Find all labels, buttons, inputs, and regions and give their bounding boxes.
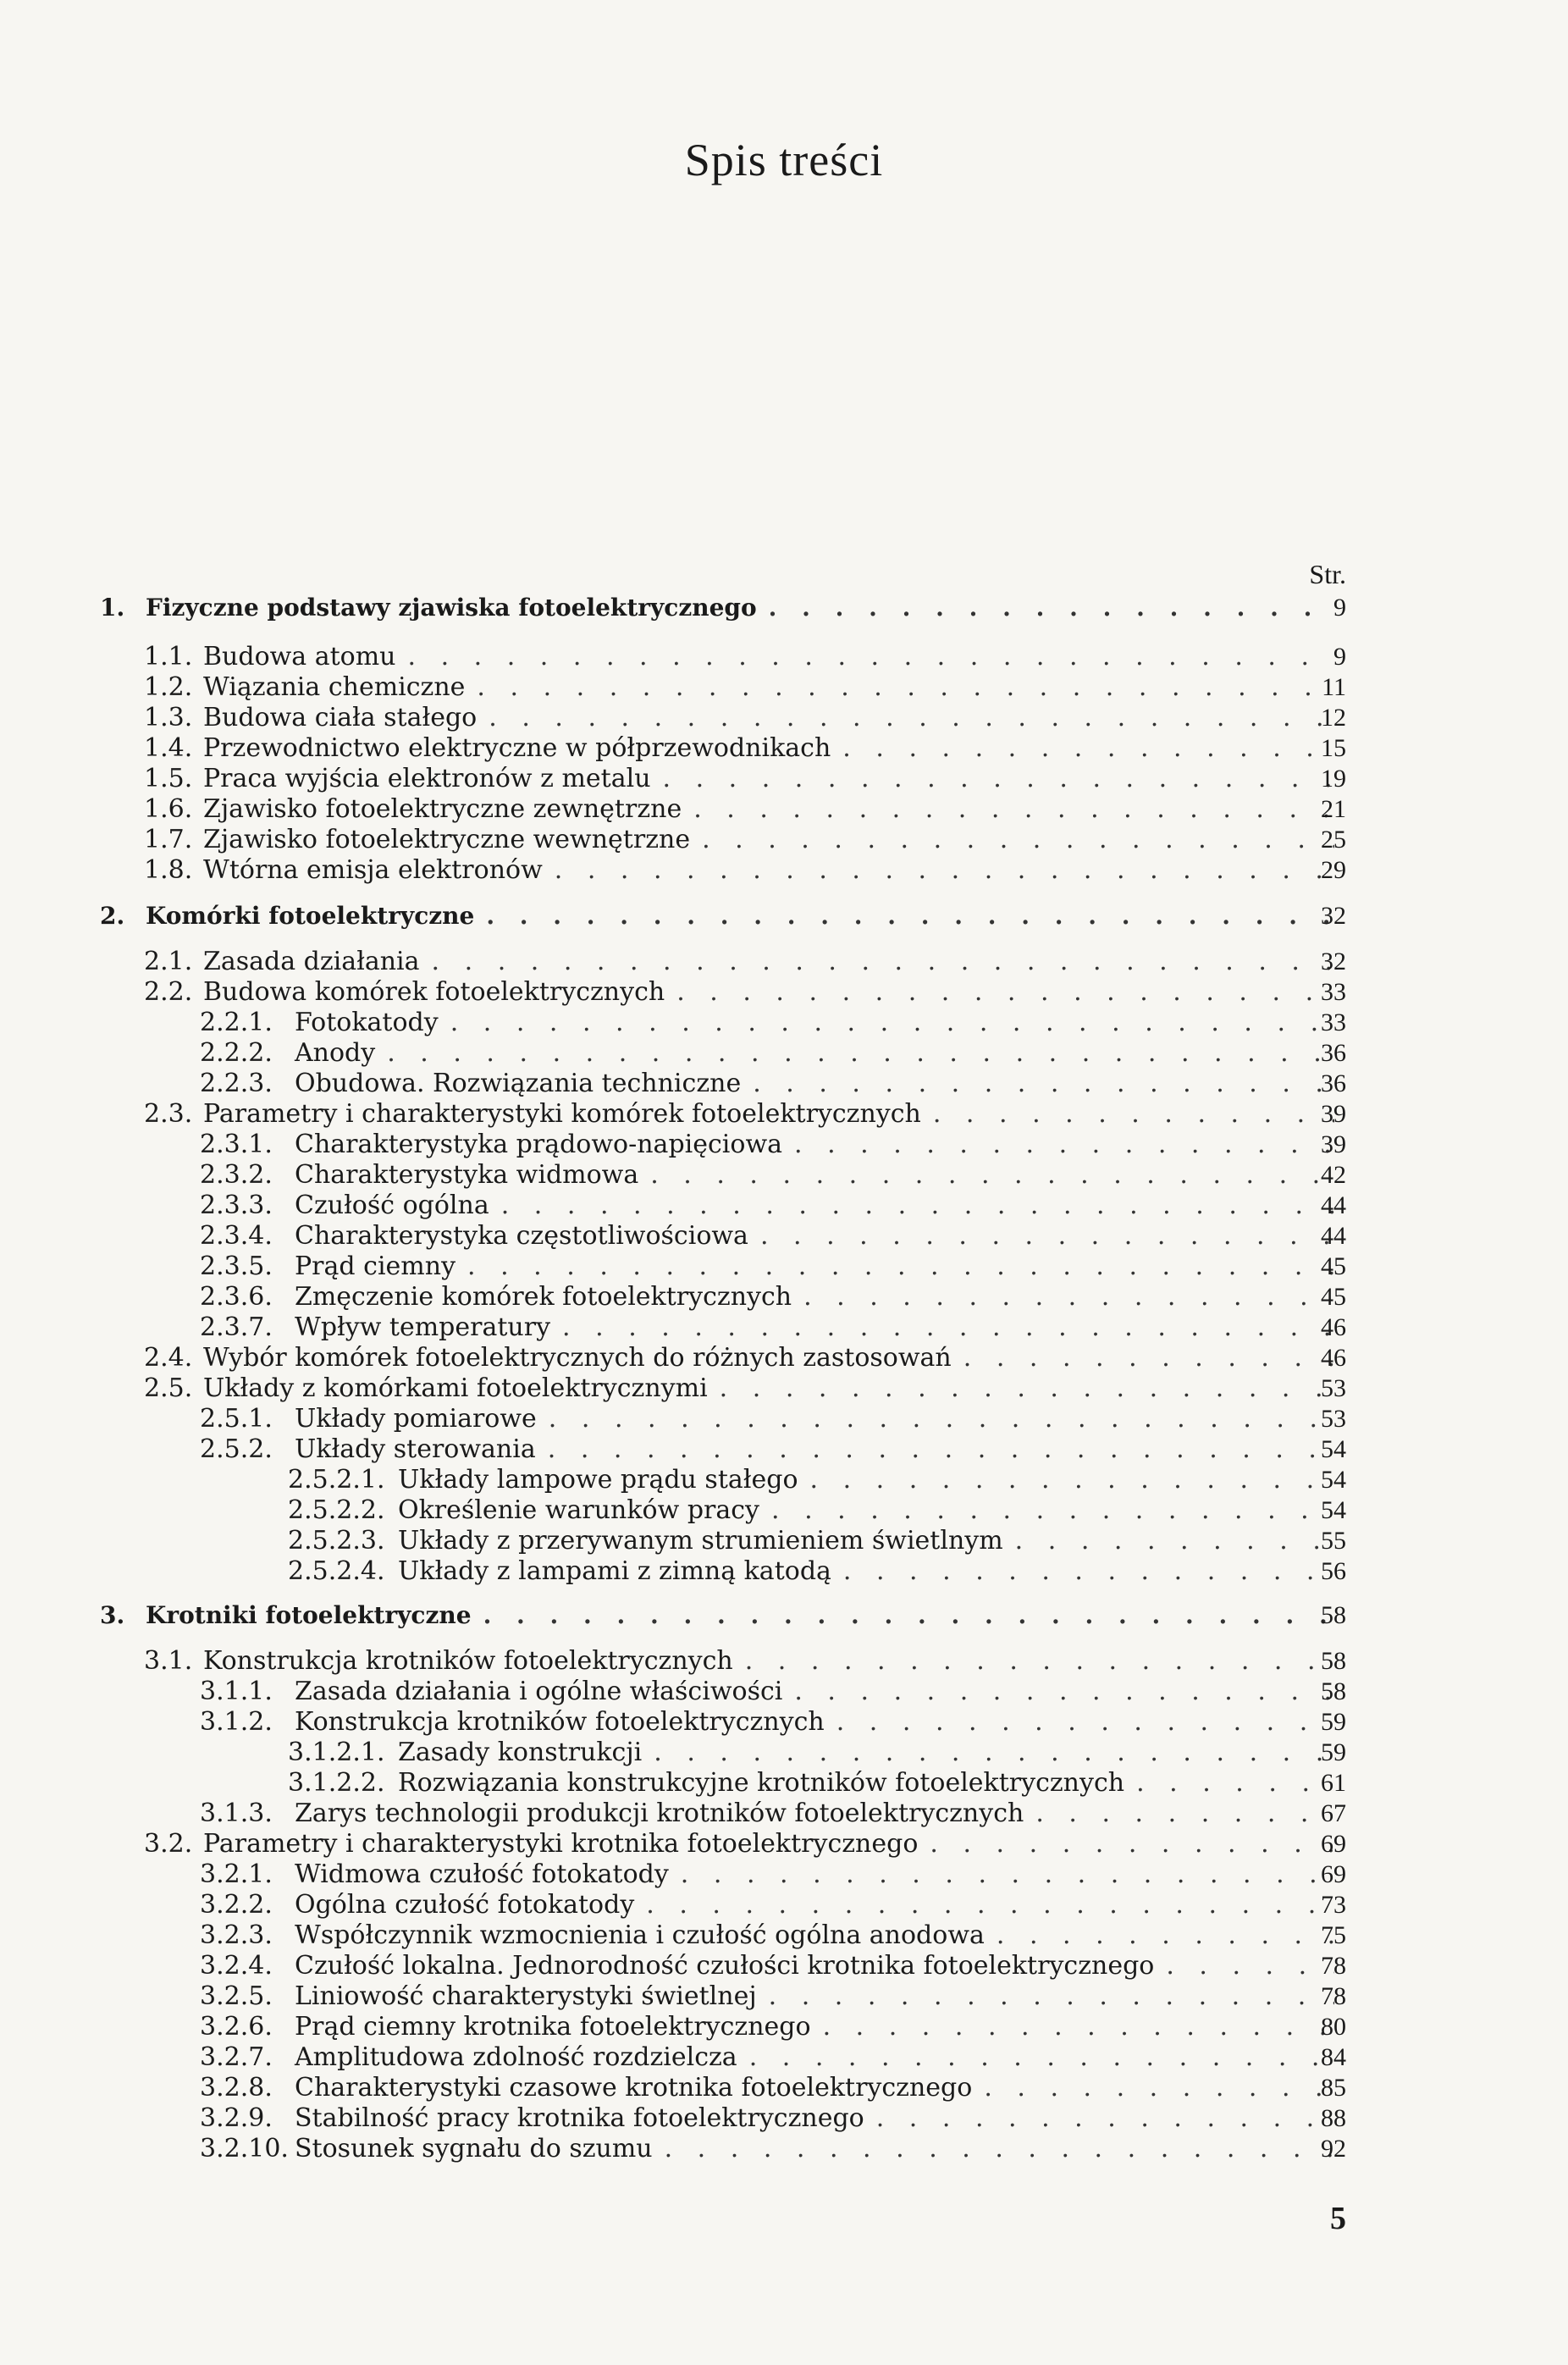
toc-entry-title: Czułość lokalna. Jednorodność czułości krotnika fotoelektrycznego	[295, 1951, 1155, 1981]
toc-entry-title: Amplitudowa zdolność rozdzielcza	[295, 2042, 737, 2072]
toc-entry	[288, 1465, 1346, 1495]
dot-leader	[963, 1343, 1334, 1373]
toc-entry-title: Zasada działania i ogólne właściwości	[295, 1677, 783, 1706]
toc-entry-title: Budowa komórek fotoelektrycznych	[203, 977, 665, 1007]
page-column-label: Str.	[1309, 559, 1346, 589]
dot-leader	[676, 977, 1334, 1008]
dot-leader	[663, 764, 1334, 794]
toc-entry-page: 92	[1321, 2135, 1346, 2163]
toc-entry-number: 3.2.8.	[200, 2073, 273, 2103]
toc-entry	[200, 1069, 1346, 1099]
dot-leader	[450, 1008, 1334, 1038]
dot-leader	[432, 947, 1334, 977]
toc-entry-title: Krotniki fotoelektryczne	[146, 1601, 472, 1629]
toc-entry-page: 46	[1321, 1344, 1346, 1372]
toc-entry-number: 1.3.	[144, 703, 193, 732]
toc-entry	[200, 1008, 1346, 1038]
toc-entry-page: 78	[1321, 1982, 1346, 2010]
toc-entry-number: 2.3.3.	[200, 1191, 273, 1220]
toc-entry-number: 2.5.2.4.	[288, 1556, 385, 1586]
dot-leader	[760, 1221, 1334, 1252]
toc-entry-number: 2.5.	[144, 1373, 193, 1403]
toc-entry-page: 42	[1321, 1161, 1346, 1189]
toc-entry	[144, 1646, 1346, 1677]
toc-entry-title: Konstrukcja krotników fotoelektrycznych	[295, 1707, 825, 1737]
toc-entry	[144, 1373, 1346, 1404]
toc-entry-title: Układy z lampami z zimną katodą	[398, 1556, 831, 1586]
toc-entry-title: Przewodnictwo elektryczne w półprzewodnikach	[203, 733, 831, 763]
toc-entry-title: Wiązania chemiczne	[203, 672, 466, 702]
toc-entry-number: 3.2.5.	[200, 1981, 273, 2011]
toc-entry-number: 3.2.3.	[200, 1920, 273, 1950]
toc-entry-number: 3.	[100, 1601, 125, 1629]
toc-entry-page: 39	[1321, 1130, 1346, 1158]
toc-entry-page: 45	[1321, 1252, 1346, 1280]
toc-entry-title: Układy z komórkami fotoelektrycznymi	[203, 1373, 708, 1403]
dot-leader	[1136, 1768, 1334, 1799]
toc-entry	[144, 1343, 1346, 1373]
dot-leader	[794, 1130, 1334, 1160]
toc-entry-title: Czułość ogólna	[295, 1191, 489, 1220]
toc-entry	[288, 1738, 1346, 1768]
toc-entry-page: 58	[1321, 1677, 1346, 1705]
toc-entry-number: 2.3.2.	[200, 1160, 273, 1190]
toc-entry-number: 2.1.	[144, 947, 193, 976]
toc-entry-title: Stabilność pracy krotnika fotoelektrycznego	[295, 2103, 864, 2133]
toc-entry-number: 3.2.2.	[200, 1890, 273, 1920]
toc-chapter-entry	[100, 593, 1346, 623]
toc-entry	[200, 1312, 1346, 1343]
dot-leader	[823, 2012, 1334, 2042]
toc-entry-number: 1.6.	[144, 794, 193, 824]
toc-entry-title: Praca wyjścia elektronów z metalu	[203, 764, 651, 793]
toc-entry-title: Stosunek sygnału do szumu	[295, 2134, 653, 2163]
toc-entry-page: 84	[1321, 2043, 1346, 2071]
dot-leader	[702, 825, 1334, 855]
toc-entry-page: 54	[1321, 1496, 1346, 1524]
toc-entry	[144, 642, 1346, 672]
toc-entry-number: 2.3.6.	[200, 1282, 273, 1312]
toc-entry	[200, 1160, 1346, 1191]
toc-entry-title: Prąd ciemny krotnika fotoelektrycznego	[295, 2012, 811, 2042]
toc-entry	[200, 1221, 1346, 1252]
toc-entry-title: Budowa ciała stałego	[203, 703, 478, 732]
toc-entry	[144, 825, 1346, 855]
toc-entry-number: 3.2.10.	[200, 2134, 289, 2163]
toc-entry-number: 1.4.	[144, 733, 193, 763]
toc-entry-page: 54	[1321, 1435, 1346, 1463]
toc-entry-title: Wybór komórek fotoelektrycznych do różnych zastosowań	[203, 1343, 952, 1373]
toc-entry-title: Charakterystyka częstotliwościowa	[295, 1221, 748, 1251]
toc-entry-title: Charakterystyka widmowa	[295, 1160, 639, 1190]
toc-entry-title: Wpływ temperatury	[295, 1312, 551, 1342]
toc-entry-number: 2.3.1.	[200, 1130, 273, 1159]
toc-entry-page: 59	[1321, 1738, 1346, 1766]
dot-leader	[562, 1312, 1334, 1343]
toc-entry-title: Określenie warunków pracy	[398, 1495, 760, 1525]
toc-entry	[200, 2073, 1346, 2103]
toc-entry-title: Zasada działania	[203, 947, 420, 976]
toc-entry-title: Parametry i charakterystyki krotnika fotoelektrycznego	[203, 1829, 919, 1859]
toc-entry-title: Ogólna czułość fotokatody	[295, 1890, 635, 1920]
toc-entry-number: 2.3.5.	[200, 1252, 273, 1281]
dot-leader	[984, 2073, 1334, 2103]
toc-entry-title: Wtórna emisja elektronów	[203, 855, 543, 885]
toc-entry-title: Anody	[295, 1038, 376, 1068]
dot-leader	[933, 1099, 1334, 1130]
toc-entry-page: 29	[1321, 856, 1346, 884]
toc-entry-number: 1.8.	[144, 855, 193, 885]
toc-entry	[200, 1677, 1346, 1707]
toc-entry-page: 46	[1321, 1313, 1346, 1341]
toc-entry-page: 53	[1321, 1405, 1346, 1433]
dot-leader	[810, 1465, 1335, 1495]
toc-entry-title: Fotokatody	[295, 1008, 439, 1037]
toc-entry-title: Parametry i charakterystyki komórek fotoelektrycznych	[203, 1099, 921, 1129]
toc-entry-page: 53	[1321, 1374, 1346, 1402]
toc-entry-page: 69	[1321, 1860, 1346, 1888]
dot-leader	[771, 1495, 1334, 1526]
dot-leader	[769, 593, 1334, 623]
toc-chapter-entry	[100, 901, 1346, 931]
toc-entry	[200, 1951, 1346, 1981]
page-title: Spis treści	[684, 135, 884, 185]
toc-entry	[144, 855, 1346, 886]
toc-entry-title: Układy z przerywanym strumieniem świetlnym	[398, 1526, 1003, 1555]
toc-entry-page: 44	[1321, 1191, 1346, 1219]
toc-entry-title: Układy lampowe prądu stałego	[398, 1465, 798, 1495]
dot-leader	[650, 1160, 1334, 1191]
dot-leader	[769, 1981, 1334, 2012]
dot-leader	[681, 1859, 1334, 1890]
toc-entry	[144, 703, 1346, 733]
dot-leader	[489, 703, 1334, 733]
dot-leader	[477, 672, 1334, 703]
toc-entry-title: Fizyczne podstawy zjawiska fotoelektrycznego	[146, 594, 757, 622]
toc-entry-page: 88	[1321, 2104, 1346, 2132]
toc-entry-page: 12	[1321, 704, 1346, 732]
toc-entry-page: 32	[1321, 948, 1346, 975]
toc-entry-number: 2.5.2.2.	[288, 1495, 385, 1525]
toc-entry	[144, 733, 1346, 764]
dot-leader	[720, 1373, 1334, 1404]
toc-entry-title: Charakterystyka prądowo-napięciowa	[295, 1130, 783, 1159]
toc-entry-number: 3.1.	[144, 1646, 193, 1676]
dot-leader	[1035, 1799, 1334, 1829]
toc-entry-page: 9	[1333, 594, 1346, 622]
toc-entry-number: 3.2.1.	[200, 1859, 273, 1889]
dot-leader	[794, 1677, 1334, 1707]
toc-entry	[144, 1099, 1346, 1130]
toc-entry-page: 11	[1322, 673, 1346, 701]
toc-entry-title: Obudowa. Rozwiązania techniczne	[295, 1069, 742, 1098]
toc-entry-number: 2.3.4.	[200, 1221, 273, 1251]
toc-entry-title: Liniowość charakterystyki świetlnej	[295, 1981, 757, 2011]
dot-leader	[930, 1829, 1334, 1859]
toc-entry	[200, 1920, 1346, 1951]
toc-entry-number: 3.1.1.	[200, 1677, 273, 1706]
toc-entry-title: Konstrukcja krotników fotoelektrycznych	[203, 1646, 733, 1676]
toc-entry-number: 3.2.7.	[200, 2042, 273, 2072]
toc-entry-number: 2.3.7.	[200, 1312, 273, 1342]
toc-entry-title: Widmowa czułość fotokatody	[295, 1859, 669, 1889]
dot-leader	[1015, 1526, 1334, 1556]
dot-leader	[408, 642, 1334, 672]
dot-leader	[467, 1252, 1334, 1282]
toc-entry	[200, 1191, 1346, 1221]
toc-entry-number: 1.1.	[144, 642, 193, 671]
toc-entry-page: 55	[1321, 1527, 1346, 1555]
toc-entry-number: 3.2.4.	[200, 1951, 273, 1981]
toc-entry-page: 32	[1321, 902, 1346, 930]
dot-leader	[693, 794, 1334, 825]
toc-entry	[144, 947, 1346, 977]
toc-entry	[200, 1130, 1346, 1160]
dot-leader	[997, 1920, 1334, 1951]
toc-entry-number: 1.	[100, 594, 125, 622]
toc-entry	[200, 2012, 1346, 2042]
dot-leader	[665, 2134, 1334, 2164]
toc-entry-number: 1.5.	[144, 764, 193, 793]
toc-entry-title: Zjawisko fotoelektryczne wewnętrzne	[203, 825, 691, 854]
toc-entry	[288, 1526, 1346, 1556]
toc-entry-title: Zarys technologii produkcji krotników fotoelektrycznych	[295, 1799, 1024, 1828]
dot-leader	[749, 2042, 1334, 2073]
toc-entry	[200, 1404, 1346, 1434]
toc-entry-page: 54	[1321, 1466, 1346, 1494]
toc-entry-page: 75	[1321, 1921, 1346, 1949]
toc-entry-title: Zmęczenie komórek fotoelektrycznych	[295, 1282, 792, 1312]
dot-leader	[501, 1191, 1334, 1221]
toc-entry-number: 3.2.6.	[200, 2012, 273, 2042]
toc-entry-number: 2.	[100, 902, 125, 930]
toc-entry-page: 58	[1321, 1647, 1346, 1675]
toc-entry-number: 2.5.2.3.	[288, 1526, 385, 1555]
toc-entry-title: Komórki fotoelektryczne	[146, 902, 475, 930]
toc-entry-page: 9	[1333, 643, 1346, 671]
toc-entry	[200, 2134, 1346, 2164]
toc-entry-title: Współczynnik wzmocnienia i czułość ogólna anodowa	[295, 1920, 985, 1950]
toc-entry-title: Układy sterowania	[295, 1434, 536, 1464]
toc-entry-number: 2.5.2.	[200, 1434, 273, 1464]
toc-entry-page: 39	[1321, 1100, 1346, 1128]
dot-leader	[646, 1890, 1334, 1920]
toc-entry	[200, 1799, 1346, 1829]
toc-entry-page: 36	[1321, 1069, 1346, 1097]
toc-entry-page: 58	[1321, 1601, 1346, 1629]
toc-entry-number: 2.3.	[144, 1099, 193, 1129]
toc-entry-title: Budowa atomu	[203, 642, 396, 671]
toc-entry	[288, 1495, 1346, 1526]
toc-entry-title: Układy pomiarowe	[295, 1404, 537, 1434]
toc-entry-page: 73	[1321, 1891, 1346, 1919]
toc-entry	[200, 1252, 1346, 1282]
toc-entry-page: 33	[1321, 978, 1346, 1006]
toc-entry-page: 45	[1321, 1283, 1346, 1311]
toc-entry-number: 3.1.2.1.	[288, 1738, 385, 1767]
toc-entry-page: 80	[1321, 2013, 1346, 2041]
toc-entry-page: 36	[1321, 1039, 1346, 1067]
dot-leader	[654, 1738, 1334, 1768]
dot-leader	[753, 1069, 1334, 1099]
toc-entry-title: Charakterystyki czasowe krotnika fotoelektrycznego	[295, 2073, 973, 2103]
toc-entry-page: 85	[1321, 2074, 1346, 2102]
toc-entry-page: 33	[1321, 1008, 1346, 1036]
toc-entry	[200, 1282, 1346, 1312]
dot-leader	[549, 1404, 1334, 1434]
toc-entry-number: 2.5.1.	[200, 1404, 273, 1434]
toc-entry-page: 59	[1321, 1708, 1346, 1736]
toc-entry-number: 1.7.	[144, 825, 193, 854]
toc-entry	[144, 977, 1346, 1008]
toc-entry-number: 2.2.	[144, 977, 193, 1007]
dot-leader	[1166, 1951, 1334, 1981]
dot-leader	[548, 1434, 1334, 1465]
toc-entry-number: 3.1.2.	[200, 1707, 273, 1737]
toc-entry-number: 3.1.3.	[200, 1799, 273, 1828]
dot-leader	[842, 733, 1334, 764]
dot-leader	[843, 1556, 1334, 1587]
toc-entry	[200, 1859, 1346, 1890]
toc-entry	[144, 672, 1346, 703]
toc-entry-number: 2.2.3.	[200, 1069, 273, 1098]
toc-entry-title: Zjawisko fotoelektryczne zewnętrzne	[203, 794, 682, 824]
dot-leader	[555, 855, 1334, 886]
dot-leader	[876, 2103, 1334, 2134]
toc-entry	[144, 764, 1346, 794]
toc-entry	[200, 1434, 1346, 1465]
toc-entry-page: 25	[1321, 826, 1346, 854]
dot-leader	[803, 1282, 1334, 1312]
dot-leader	[836, 1707, 1334, 1738]
toc-entry-number: 2.5.2.1.	[288, 1465, 385, 1495]
toc-entry-number: 2.2.1.	[200, 1008, 273, 1037]
dot-leader	[387, 1038, 1334, 1069]
toc-entry	[200, 1890, 1346, 1920]
toc-entry-page: 67	[1321, 1799, 1346, 1827]
toc-entry-number: 1.2.	[144, 672, 193, 702]
dot-leader	[745, 1646, 1334, 1677]
toc-entry	[200, 1981, 1346, 2012]
toc-entry-number: 3.1.2.2.	[288, 1768, 385, 1798]
toc-entry	[288, 1556, 1346, 1587]
toc-entry-number: 2.4.	[144, 1343, 193, 1373]
toc-entry	[200, 2042, 1346, 2073]
toc-entry-page: 61	[1321, 1769, 1346, 1797]
toc-entry-title: Zasady konstrukcji	[398, 1738, 643, 1767]
toc-entry-page: 19	[1321, 765, 1346, 793]
page-number: 5	[1330, 2201, 1346, 2236]
dot-leader	[483, 1600, 1334, 1631]
dot-leader	[486, 901, 1334, 931]
toc-entry	[200, 1707, 1346, 1738]
toc-entry-page: 78	[1321, 1952, 1346, 1980]
toc-entry	[144, 794, 1346, 825]
toc-entry-number: 3.2.9.	[200, 2103, 273, 2133]
toc-entry-title: Rozwiązania konstrukcyjne krotników fotoelektrycznych	[398, 1768, 1125, 1798]
toc-entry	[288, 1768, 1346, 1799]
toc-entry-number: 2.2.2.	[200, 1038, 273, 1068]
toc-entry	[200, 1038, 1346, 1069]
toc-chapter-entry	[100, 1600, 1346, 1631]
toc-entry-page: 44	[1321, 1222, 1346, 1250]
toc-entry-page: 69	[1321, 1830, 1346, 1858]
toc-entry	[144, 1829, 1346, 1859]
toc-entry-page: 15	[1321, 734, 1346, 762]
toc-entry-title: Prąd ciemny	[295, 1252, 456, 1281]
toc-entry-page: 56	[1321, 1557, 1346, 1585]
toc-entry-number: 3.2.	[144, 1829, 193, 1859]
toc-entry-page: 21	[1321, 795, 1346, 823]
toc-entry	[200, 2103, 1346, 2134]
